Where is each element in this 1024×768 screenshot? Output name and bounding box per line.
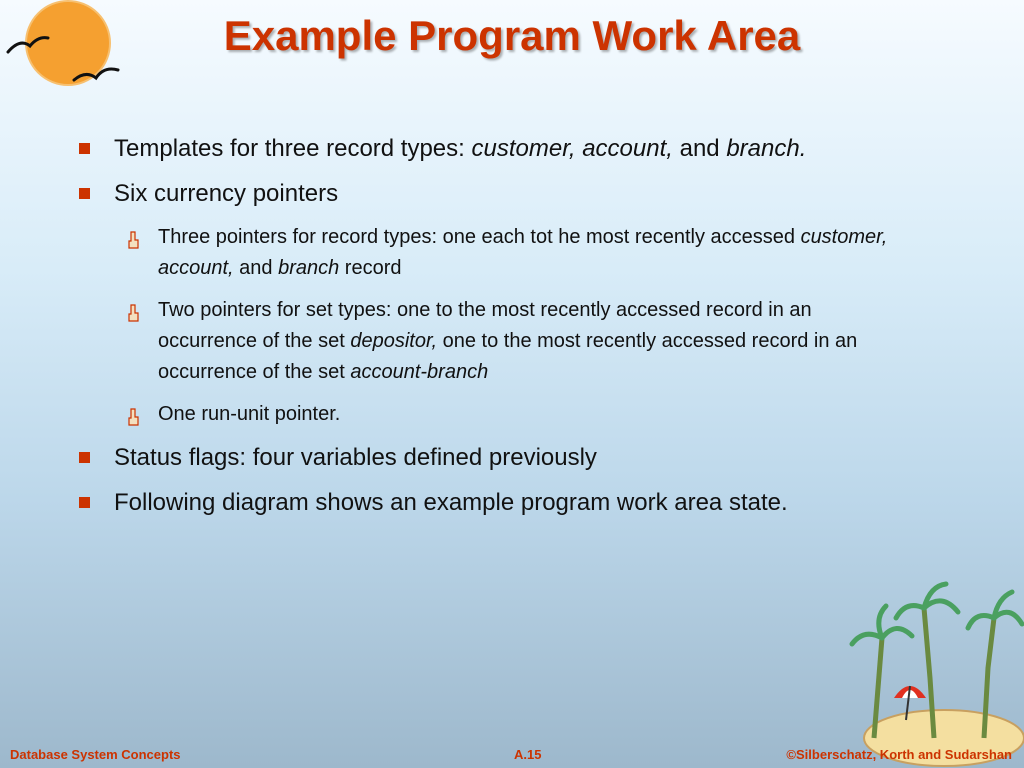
text-segment: and [233, 257, 279, 279]
square-bullet-icon [79, 188, 90, 199]
text-segment: Status flags: four variables defined previously [114, 444, 597, 471]
bullet-item [76, 132, 896, 166]
sub-bullet-item [76, 222, 896, 284]
bullet-text [158, 403, 340, 425]
slide-title: Example Program Work Area [223, 12, 801, 59]
text-segment: and [672, 135, 727, 162]
bullet-list [76, 132, 896, 531]
bullet-text [114, 135, 806, 162]
palm-island-icon [834, 578, 1024, 768]
pointing-hand-icon [126, 301, 140, 319]
text-segment: Templates for three record types: [114, 135, 472, 162]
square-bullet-icon [79, 452, 90, 463]
text-segment: one to the most recently accessed record in an occurrence of the set [158, 330, 858, 383]
bullet-text [114, 180, 338, 207]
italic-term: branch. [726, 135, 807, 162]
italic-term: depositor, [350, 330, 438, 352]
footer-slide-number: A.15 [514, 747, 542, 762]
pointing-hand-icon [126, 405, 140, 423]
pointing-hand-icon [126, 228, 140, 246]
bullet-text [158, 226, 887, 279]
square-bullet-icon [79, 497, 90, 508]
sub-bullet-item [76, 399, 896, 430]
sub-bullet-item [76, 295, 896, 388]
text-segment: Following diagram shows an example program work area state. [114, 489, 788, 516]
sun-with-birds-icon [0, 0, 130, 100]
italic-term: customer, account, [471, 135, 673, 162]
bullet-item [76, 486, 896, 520]
text-segment: Three pointers for record types: one each tot he most recently accessed [158, 226, 801, 248]
bullet-text [114, 489, 788, 516]
text-segment: One run-unit pointer. [158, 403, 341, 425]
footer-course-title: Database System Concepts [10, 747, 181, 762]
italic-term: branch [278, 257, 340, 279]
bullet-item [76, 177, 896, 211]
italic-term: customer, account, [158, 226, 888, 279]
text-segment: record [339, 257, 402, 279]
italic-term: account-branch [350, 361, 489, 383]
bullet-text [158, 299, 857, 383]
bullet-item [76, 441, 896, 475]
text-segment: Six currency pointers [114, 180, 339, 207]
footer-copyright: ©Silberschatz, Korth and Sudarshan [786, 747, 1012, 762]
bullet-text [114, 444, 597, 471]
text-segment: Two pointers for set types: one to the most recently accessed record in an occurrence of the set [158, 299, 812, 352]
square-bullet-icon [79, 143, 90, 154]
